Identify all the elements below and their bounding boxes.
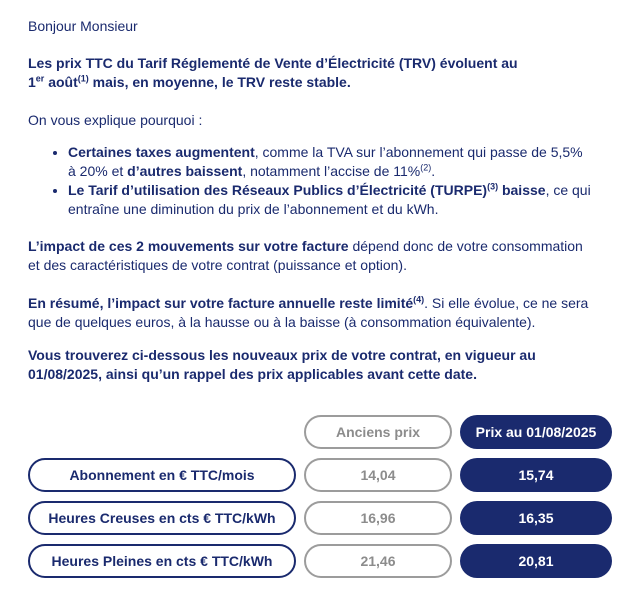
row-label-abonnement: Abonnement en € TTC/mois [28,458,296,492]
heading-line2: 1 [28,74,36,90]
old-price-abonnement: 14,04 [304,458,452,492]
footnote-ref-4: (4) [413,294,425,305]
reasons-list [28,143,594,219]
old-price-heures-creuses: 16,96 [304,501,452,535]
reason-item-turpe: • Le Tarif d’utilisation des Réseaux Publics d’Électricité (TURPE)$^{(3)}$ baisse, ce qui entraîne une diminution du prix de l’abonnement et du kWh. [68,181,594,219]
row-label-heures-pleines: Heures Pleines en cts € TTC/kWh [28,544,296,578]
reason-item-taxes: • Certaines taxes augmentent, comme la TVA sur l’abonnement qui passe de 5,5% à 20% et d’autres baissent, notamment l’accise de 11%$^{(2)}$. [68,143,594,181]
summary-paragraph: En résumé, l’impact sur votre facture annuelle reste limité$^{(4)}$. Si elle évolue, ce ne sera que de quelques euros, à la hausse ou à la baisse (à consommation équivalente). [28,294,589,330]
new-prices-header: Prix au 01/08/2025 [460,415,612,449]
impact-paragraph: L’impact de ces 2 mouvements sur votre facture dépend donc de votre consommation et des caractéristiques de votre contrat (puissance et option). [28,238,583,273]
prices-intro-paragraph: Vous trouverez ci-dessous les nouveaux prix de votre contrat, en vigueur au 01/08/2025, ainsi qu’un rappel des prix applicables avant cette date. [28,347,536,382]
new-price-heures-creuses: 16,35 [460,501,612,535]
footnote-ref-3: (3) [487,181,499,192]
superscript-er: er [35,73,45,84]
explain-intro: On vous explique pourquoi : [28,112,203,128]
new-price-heures-pleines: 20,81 [460,544,612,578]
row-label-heures-creuses: Heures Creuses en cts € TTC/kWh [28,501,296,535]
footnote-ref-2: (2) [420,162,432,173]
old-price-heures-pleines: 21,46 [304,544,452,578]
new-price-abonnement: 15,74 [460,458,612,492]
footnote-ref-1: (1) [77,73,89,84]
intro-heading: Les prix TTC du Tarif Réglementé de Vente d’Électricité (TRV) évoluent au 1er août$^{(1)}$ mais, en moyenne, le TRV reste stable. [28,55,518,90]
old-prices-header: Anciens prix [304,415,452,449]
heading-line1: Les prix TTC du Tarif Réglementé de Vente d’Électricité (TRV) évoluent au [28,55,518,71]
prices-table [28,415,597,578]
greeting: Bonjour Monsieur [28,18,138,34]
header-spacer-cell [28,415,296,449]
